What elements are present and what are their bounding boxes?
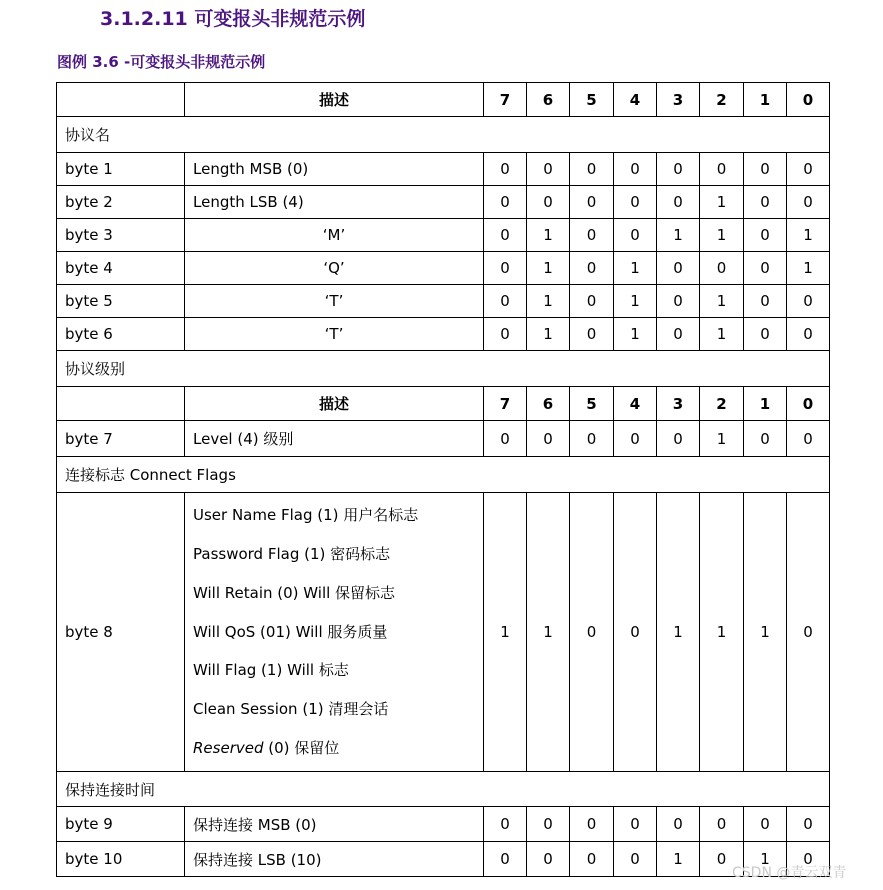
byte-desc: 保持连接 MSB (0) — [185, 807, 484, 842]
byte-label: byte 9 — [57, 807, 185, 842]
table-row — [57, 318, 830, 351]
bit-value: 0 — [570, 807, 614, 842]
section-row — [57, 351, 830, 387]
table-row — [57, 807, 830, 842]
header-desc: 描述 — [185, 387, 484, 421]
bit-value: 0 — [570, 842, 614, 877]
bit-value: 1 — [700, 421, 744, 457]
header-bit: 0 — [787, 387, 830, 421]
bit-value: 1 — [527, 252, 570, 285]
flag-line-reserved — [193, 729, 475, 768]
bit-value: 1 — [700, 186, 744, 219]
bit-value: 1 — [614, 318, 657, 351]
bit-value: 1 — [700, 318, 744, 351]
byte-desc: Level (4) 级别 — [185, 421, 484, 457]
bit-value: 0 — [527, 807, 570, 842]
bit-value: 1 — [614, 252, 657, 285]
header-row — [57, 83, 830, 117]
header-bit: 2 — [700, 387, 744, 421]
table-row — [57, 219, 830, 252]
header-bit: 1 — [744, 387, 787, 421]
bit-value: 0 — [787, 807, 830, 842]
header-bit: 6 — [527, 83, 570, 117]
bit-value: 1 — [700, 285, 744, 318]
flag-line: Will Flag (1) Will 标志 — [193, 661, 349, 680]
bit-value: 0 — [484, 186, 527, 219]
header-bit: 3 — [657, 83, 700, 117]
section-row — [57, 117, 830, 153]
byte-desc: Length MSB (0) — [185, 153, 484, 186]
bit-value: 1 — [527, 318, 570, 351]
flag-line: Password Flag (1) 密码标志 — [193, 545, 391, 563]
bit-value: 1 — [657, 493, 700, 772]
bit-value: 0 — [700, 252, 744, 285]
section-label-connect-flags: 连接标志 Connect Flags — [57, 457, 830, 493]
flags-desc — [185, 493, 484, 772]
header-bit: 2 — [700, 83, 744, 117]
bit-value: 0 — [570, 186, 614, 219]
bit-value: 1 — [527, 285, 570, 318]
byte-desc: ‘M’ — [185, 219, 484, 252]
bit-value: 0 — [787, 842, 830, 877]
header-bit: 1 — [744, 83, 787, 117]
bit-value: 1 — [657, 219, 700, 252]
byte-desc: ‘Q’ — [185, 252, 484, 285]
bit-value: 0 — [744, 186, 787, 219]
bit-value: 0 — [657, 421, 700, 457]
bit-value: 0 — [787, 285, 830, 318]
header-bit: 4 — [614, 83, 657, 117]
header-bit: 5 — [570, 387, 614, 421]
byte-label: byte 8 — [57, 493, 185, 772]
bit-value: 1 — [700, 493, 744, 772]
bit-value: 0 — [657, 318, 700, 351]
byte-label: byte 10 — [57, 842, 185, 877]
byte-label: byte 6 — [57, 318, 185, 351]
bit-value: 0 — [744, 219, 787, 252]
flag-line: User Name Flag (1) 用户名标志 — [193, 506, 419, 525]
header-bit: 4 — [614, 387, 657, 421]
section-label-protocol-name: 协议名 — [57, 117, 830, 153]
header-byte-cell — [57, 387, 185, 421]
header-bit: 5 — [570, 83, 614, 117]
bit-value: 0 — [787, 493, 830, 772]
bit-value: 0 — [484, 807, 527, 842]
bit-value: 1 — [787, 252, 830, 285]
header-row — [57, 387, 830, 421]
bit-value: 0 — [744, 318, 787, 351]
bit-value: 1 — [484, 493, 527, 772]
bit-value: 0 — [570, 421, 614, 457]
bit-value: 0 — [484, 421, 527, 457]
bit-value: 0 — [700, 842, 744, 877]
table-row — [57, 153, 830, 186]
header-bit: 0 — [787, 83, 830, 117]
bit-value: 0 — [484, 285, 527, 318]
section-row — [57, 457, 830, 493]
byte-label: byte 5 — [57, 285, 185, 318]
byte-desc: Length LSB (4) — [185, 186, 484, 219]
bit-value: 0 — [787, 153, 830, 186]
bit-value: 0 — [744, 421, 787, 457]
bit-value: 0 — [570, 219, 614, 252]
variable-header-table — [56, 82, 830, 877]
bit-value: 0 — [657, 186, 700, 219]
bit-value: 0 — [484, 318, 527, 351]
bit-value: 0 — [614, 421, 657, 457]
bit-value: 0 — [484, 842, 527, 877]
byte-label: byte 4 — [57, 252, 185, 285]
bit-value: 0 — [527, 186, 570, 219]
bit-value: 1 — [700, 219, 744, 252]
byte-label: byte 1 — [57, 153, 185, 186]
byte-desc: ‘T’ — [185, 285, 484, 318]
bit-value: 1 — [527, 219, 570, 252]
bit-value: 1 — [614, 285, 657, 318]
bit-value: 0 — [614, 219, 657, 252]
table-row — [57, 421, 830, 457]
header-bit: 3 — [657, 387, 700, 421]
reserved-rest: (0) 保留位 — [263, 738, 340, 757]
watermark: CSDN @青云双青 — [732, 865, 847, 881]
bit-value: 1 — [787, 219, 830, 252]
reserved-word: Reserved — [193, 738, 264, 757]
section-title: 3.1.2.11 可变报头非规范示例 — [100, 8, 366, 30]
bit-value: 0 — [484, 252, 527, 285]
bit-value: 0 — [570, 493, 614, 772]
bit-value: 0 — [657, 807, 700, 842]
bit-value: 0 — [744, 252, 787, 285]
bit-value: 0 — [614, 807, 657, 842]
bit-value: 0 — [657, 285, 700, 318]
bit-value: 0 — [744, 807, 787, 842]
header-bit: 7 — [484, 83, 527, 117]
bit-value: 1 — [527, 493, 570, 772]
byte-label: byte 2 — [57, 186, 185, 219]
bit-value: 0 — [527, 153, 570, 186]
section-label-protocol-level: 协议级别 — [57, 351, 830, 387]
header-desc: 描述 — [185, 83, 484, 117]
bit-value: 0 — [700, 807, 744, 842]
bit-value: 0 — [744, 285, 787, 318]
bit-value: 0 — [527, 842, 570, 877]
header-bit: 6 — [527, 387, 570, 421]
section-row — [57, 772, 830, 807]
flag-line: Will QoS (01) Will 服务质量 — [193, 622, 388, 641]
bit-value: 0 — [700, 153, 744, 186]
bit-value: 0 — [570, 252, 614, 285]
section-label-keep-alive: 保持连接时间 — [57, 772, 830, 807]
bit-value: 0 — [527, 421, 570, 457]
bit-value: 0 — [484, 219, 527, 252]
table-row — [57, 186, 830, 219]
table-caption: 图例 3.6 -可变报头非规范示例 — [57, 53, 266, 71]
header-byte-cell — [57, 83, 185, 117]
bit-value: 0 — [484, 153, 527, 186]
byte-desc: 保持连接 LSB (10) — [185, 842, 484, 877]
table-row — [57, 842, 830, 877]
bit-value: 0 — [570, 153, 614, 186]
table-row — [57, 252, 830, 285]
bit-value: 0 — [614, 153, 657, 186]
byte-label: byte 7 — [57, 421, 185, 457]
bit-value: 1 — [744, 493, 787, 772]
byte-desc: ‘T’ — [185, 318, 484, 351]
bit-value: 0 — [570, 285, 614, 318]
header-bit: 7 — [484, 387, 527, 421]
flag-line: Clean Session (1) 清理会话 — [193, 700, 389, 719]
flag-line: Will Retain (0) Will 保留标志 — [193, 583, 396, 602]
table-row — [57, 493, 830, 772]
bit-value: 1 — [657, 842, 700, 877]
bit-value: 0 — [787, 186, 830, 219]
table-row — [57, 285, 830, 318]
bit-value: 0 — [787, 421, 830, 457]
bit-value: 1 — [744, 842, 787, 877]
byte-label: byte 3 — [57, 219, 185, 252]
bit-value: 0 — [570, 318, 614, 351]
bit-value: 0 — [657, 153, 700, 186]
bit-value: 0 — [614, 493, 657, 772]
bit-value: 0 — [657, 252, 700, 285]
bit-value: 0 — [744, 153, 787, 186]
bit-value: 0 — [614, 842, 657, 877]
bit-value: 0 — [787, 318, 830, 351]
bit-value: 0 — [614, 186, 657, 219]
